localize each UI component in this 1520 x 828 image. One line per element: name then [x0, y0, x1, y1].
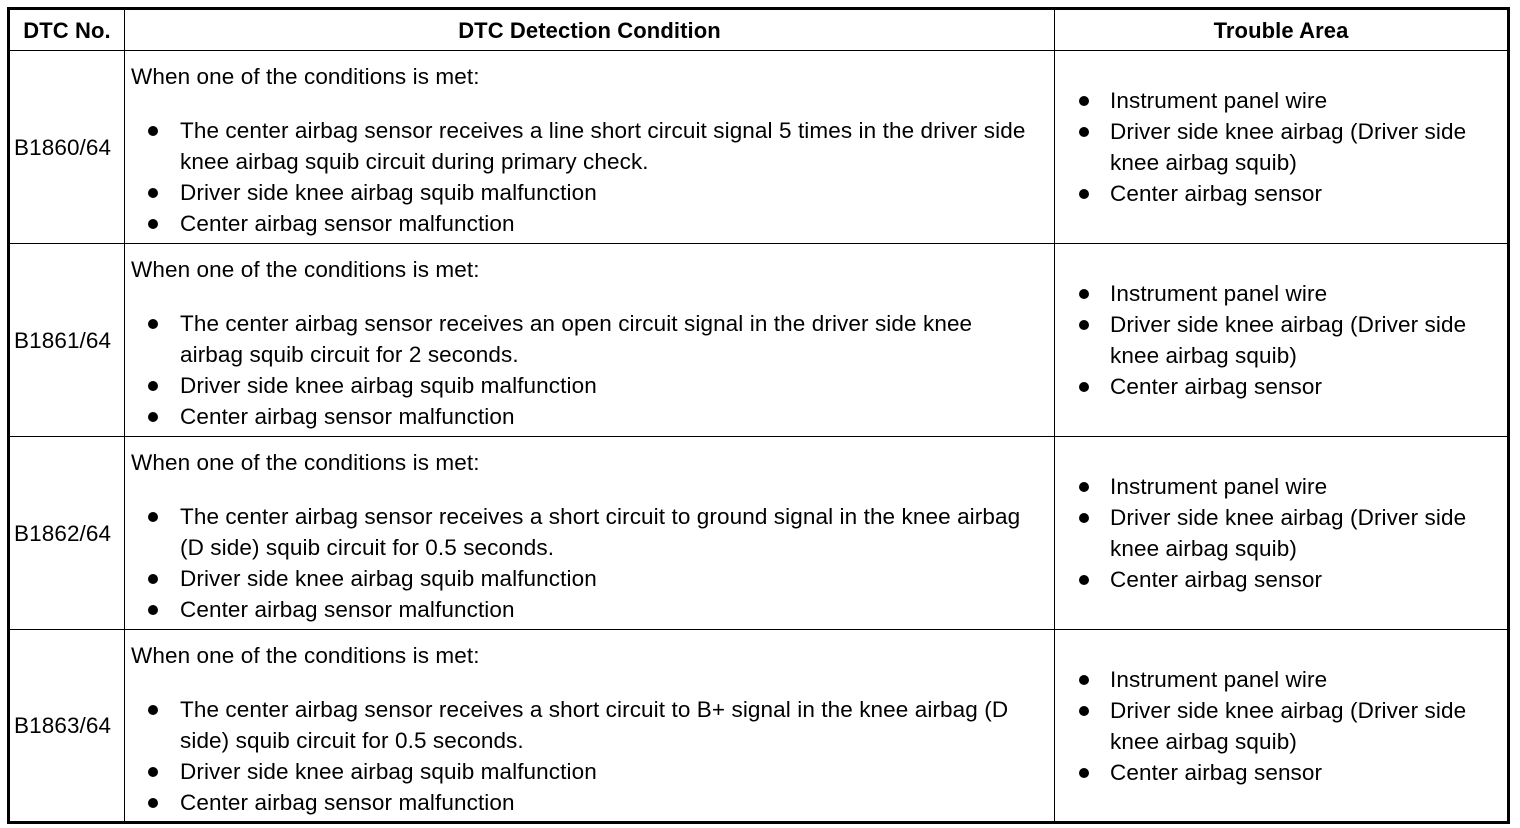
trouble-area-text: Center airbag sensor	[1110, 374, 1323, 399]
trouble-area-cell	[1055, 244, 1509, 437]
trouble-area-text: Instrument panel wire	[1110, 88, 1328, 113]
list-item	[1055, 85, 1507, 116]
table-row	[9, 437, 1509, 630]
trouble-area-text: Instrument panel wire	[1110, 474, 1328, 499]
trouble-area-text: Driver side knee airbag (Driver side knee airbag squib)	[1110, 505, 1467, 561]
list-item	[131, 594, 1054, 625]
trouble-area-cell	[1055, 437, 1509, 630]
bullet-icon	[148, 512, 158, 522]
trouble-area-list	[1055, 664, 1507, 788]
condition-text: Driver side knee airbag squib malfunction	[180, 180, 597, 205]
list-item	[1055, 471, 1507, 502]
condition-intro: When one of the conditions is met:	[131, 64, 480, 89]
trouble-area-text: Instrument panel wire	[1110, 281, 1328, 306]
condition-list	[131, 501, 1054, 625]
list-item	[1055, 178, 1507, 209]
list-item	[131, 401, 1054, 432]
condition-text: Center airbag sensor malfunction	[180, 404, 515, 429]
trouble-area-list	[1055, 278, 1507, 402]
bullet-icon	[148, 705, 158, 715]
condition-intro: When one of the conditions is met:	[131, 257, 480, 282]
table-header-row	[9, 9, 1509, 51]
bullet-icon	[1079, 575, 1089, 585]
bullet-icon	[1079, 320, 1089, 330]
bullet-icon	[148, 126, 158, 136]
list-item	[1055, 309, 1507, 371]
bullet-icon	[1079, 513, 1089, 523]
list-item	[1055, 664, 1507, 695]
list-item	[1055, 116, 1507, 178]
header-detection-condition: DTC Detection Condition	[125, 9, 1055, 51]
condition-text: Center airbag sensor malfunction	[180, 790, 515, 815]
condition-text: The center airbag sensor receives a short circuit to B+ signal in the knee airbag (D side) squib circuit for 0.5 seconds.	[180, 697, 1009, 753]
detection-condition-cell	[125, 437, 1055, 630]
bullet-icon	[1079, 382, 1089, 392]
list-item	[131, 694, 1054, 756]
table-row	[9, 51, 1509, 244]
list-item	[1055, 695, 1507, 757]
trouble-area-text: Center airbag sensor	[1110, 759, 1323, 785]
list-item	[1055, 564, 1507, 595]
dtc-code: B1862/64	[9, 437, 125, 630]
condition-text: Driver side knee airbag squib malfunction	[180, 759, 597, 784]
condition-list	[131, 308, 1054, 432]
list-item	[131, 563, 1054, 594]
trouble-area-cell	[1055, 630, 1509, 823]
trouble-area-text: Driver side knee airbag (Driver side knee airbag squib)	[1110, 697, 1467, 754]
condition-intro: When one of the conditions is met:	[131, 450, 480, 475]
bullet-icon	[1079, 706, 1089, 716]
bullet-icon	[1079, 189, 1089, 199]
detection-condition-cell	[125, 244, 1055, 437]
dtc-table	[7, 7, 1510, 824]
condition-text: Center airbag sensor malfunction	[180, 597, 515, 622]
list-item	[131, 787, 1054, 818]
list-item	[1055, 757, 1507, 788]
bullet-icon	[1079, 127, 1089, 137]
bullet-icon	[148, 219, 158, 229]
condition-list	[131, 115, 1054, 239]
table-row	[9, 244, 1509, 437]
bullet-icon	[1079, 289, 1089, 299]
condition-text: The center airbag sensor receives a line short circuit signal 5 times in the driver side knee airbag squib circuit during primary check.	[180, 118, 1026, 174]
list-item	[131, 501, 1054, 563]
list-item	[1055, 371, 1507, 402]
bullet-icon	[148, 798, 158, 808]
condition-text: The center airbag sensor receives a short circuit to ground signal in the knee airbag (D side) squib circuit for 0.5 seconds.	[180, 504, 1021, 560]
condition-text: The center airbag sensor receives an open circuit signal in the driver side knee airbag squib circuit for 2 seconds.	[180, 311, 973, 367]
trouble-area-text: Center airbag sensor	[1110, 567, 1323, 592]
dtc-code: B1860/64	[9, 51, 125, 244]
table-body	[9, 51, 1509, 823]
trouble-area-list	[1055, 471, 1507, 595]
table-row	[9, 630, 1509, 823]
trouble-area-list	[1055, 85, 1507, 209]
bullet-icon	[148, 188, 158, 198]
trouble-area-text: Driver side knee airbag (Driver side knee airbag squib)	[1110, 119, 1467, 175]
bullet-icon	[1079, 96, 1089, 106]
bullet-icon	[1079, 768, 1089, 778]
list-item	[131, 177, 1054, 208]
bullet-icon	[148, 319, 158, 329]
bullet-icon	[148, 574, 158, 584]
condition-text: Driver side knee airbag squib malfunction	[180, 373, 597, 398]
trouble-area-text: Driver side knee airbag (Driver side knee airbag squib)	[1110, 312, 1467, 368]
list-item	[131, 370, 1054, 401]
detection-condition-cell	[125, 630, 1055, 823]
condition-intro: When one of the conditions is met:	[131, 643, 480, 668]
list-item	[131, 308, 1054, 370]
header-trouble-area: Trouble Area	[1055, 9, 1509, 51]
list-item	[1055, 502, 1507, 564]
bullet-icon	[148, 767, 158, 777]
header-dtc-no: DTC No.	[9, 9, 125, 51]
bullet-icon	[1079, 482, 1089, 492]
list-item	[131, 208, 1054, 239]
list-item	[1055, 278, 1507, 309]
trouble-area-text: Center airbag sensor	[1110, 181, 1323, 206]
condition-text: Center airbag sensor malfunction	[180, 211, 515, 236]
dtc-code: B1861/64	[9, 244, 125, 437]
bullet-icon	[148, 412, 158, 422]
condition-list	[131, 694, 1054, 818]
bullet-icon	[1079, 675, 1089, 685]
list-item	[131, 756, 1054, 787]
trouble-area-cell	[1055, 51, 1509, 244]
dtc-code: B1863/64	[9, 630, 125, 823]
bullet-icon	[148, 605, 158, 615]
trouble-area-text: Instrument panel wire	[1110, 666, 1328, 692]
bullet-icon	[148, 381, 158, 391]
list-item	[131, 115, 1054, 177]
detection-condition-cell	[125, 51, 1055, 244]
condition-text: Driver side knee airbag squib malfunction	[180, 566, 597, 591]
